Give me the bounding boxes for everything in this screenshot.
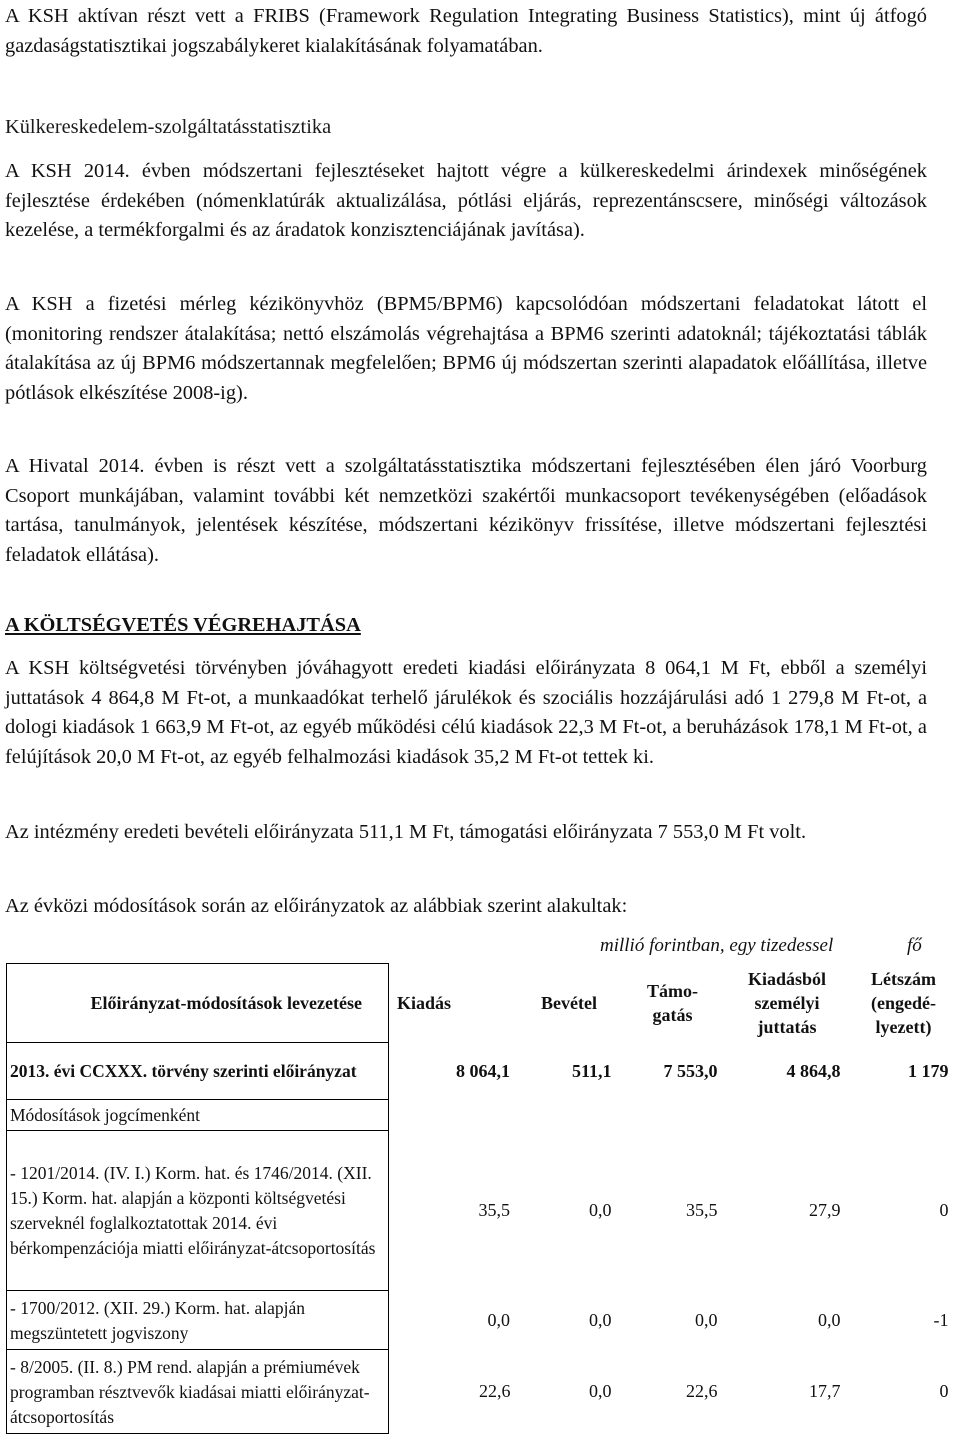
cell-kiadas xyxy=(389,1100,519,1131)
paragraph-expenditure: A KSH költségvetési törvényben jóváhagyott eredeti kiadási előirányzata 8 064,1 M Ft, ebből a személyi juttatások 4 864,8 M Ft-ot, a munkaadókat terhelő járulékok és szociális hozzájárulási adó 1 279,8 M Ft-ot, a dologi kiadások 1 663,9 M Ft-ot, az egyéb működési célú kiadások 22,3 M Ft-ot, a beruházások 178,1 M Ft-ot, a felújítások 20,0 M Ft-ot, az egyéb felhalmozási kiadások 35,2 M Ft-ot tettek ki. xyxy=(5,657,927,768)
cell-letszam: 0 xyxy=(939,1200,949,1220)
cell-kiadas: 8 064,1 xyxy=(456,1060,510,1081)
paragraph-revenue: Az intézmény eredeti bevételi előirányzata 511,1 M Ft, támogatási előirányzata 7 553,0 M Ft volt. xyxy=(5,821,807,843)
table-row xyxy=(7,1131,959,1291)
table-header-row xyxy=(7,964,959,1043)
header-tamogatas: Támo-gatás xyxy=(647,981,698,1025)
cell-szemelyi: 17,7 xyxy=(809,1381,841,1401)
row-label: - 1700/2012. (XII. 29.) Korm. hat. alapján megszüntetett jogviszony xyxy=(7,1291,389,1350)
header-kiadas: Kiadás xyxy=(397,993,452,1013)
table-row xyxy=(7,1291,959,1350)
paragraph-price-index: A KSH 2014. évben módszertani fejlesztéseket hajtott végre a külkereskedelmi árindexek minőségének fejlesztése érdekében (nómenklatúrák aktualizálása, pótlási eljárás, reprezentánscsere, minőségi változások kezelése, a termékforgalmi és az áradatok konzisztenciájának javítása). xyxy=(5,160,927,241)
cell-szemelyi: 27,9 xyxy=(809,1200,841,1220)
cell-tamogatas: 0,0 xyxy=(695,1309,718,1330)
header-letszam: Létszám (engedé-lyezett) xyxy=(871,969,936,1037)
cell-bevetel: 0,0 xyxy=(589,1309,612,1330)
table-row xyxy=(7,1100,959,1131)
paragraph-fribs: A KSH aktívan részt vett a FRIBS (Framework Regulation Integrating Business Statistics), mint új átfogó gazdaságstatisztikai jogszabálykeret kialakításának folyamatában. xyxy=(5,5,927,57)
paragraph-bpm: A KSH a fizetési mérleg kézikönyvhöz (BPM5/BPM6) kapcsolódóan módszertani feladatokat látott el (monitoring rendszer átalakítása; nettó elszámolás végrehajtása a BPM6 szerinti adatoknál; tájékoztatási táblák átalakítása az új BPM6 módszertannak megfelelően; BPM6 új módszertan szerinti alapadatok előállítása, illetve pótlások elkészítése 2008-ig). xyxy=(5,293,927,404)
cell-tamogatas: 35,5 xyxy=(686,1200,718,1220)
unit-note-money: millió forintban, egy tizedessel xyxy=(600,935,834,956)
budget-heading: A KÖLTSÉGVETÉS VÉGREHAJTÁSA xyxy=(5,614,361,636)
table-row xyxy=(7,1043,959,1100)
table-row xyxy=(7,1350,959,1434)
cell-bevetel: 0,0 xyxy=(589,1381,612,1401)
row-label: Módosítások jogcímenként xyxy=(7,1100,389,1131)
cell-letszam: -1 xyxy=(933,1309,949,1330)
header-modifications: Előirányzat-módosítások levezetése xyxy=(7,964,389,1043)
cell-kiadas: 0,0 xyxy=(487,1309,510,1330)
paragraph-table-intro: Az évközi módosítások során az előirányzatok az alábbiak szerint alakultak: xyxy=(5,895,628,917)
cell-kiadas: 35,5 xyxy=(478,1200,510,1220)
unit-note-people: fő xyxy=(907,935,922,956)
cell-tamogatas: 7 553,0 xyxy=(663,1060,718,1081)
cell-kiadas: 22,6 xyxy=(479,1381,511,1401)
header-bevetel: Bevétel xyxy=(541,993,597,1013)
cell-bevetel xyxy=(519,1100,620,1131)
header-szemelyi: Kiadásból személyi juttatás xyxy=(747,969,827,1037)
cell-szemelyi xyxy=(726,1100,849,1131)
cell-szemelyi: 0,0 xyxy=(818,1309,841,1330)
cell-letszam: 1 179 xyxy=(908,1060,949,1081)
cell-letszam: 0 xyxy=(939,1381,949,1401)
section-subheading: Külkereskedelem-szolgáltatásstatisztika xyxy=(5,116,332,138)
row-label: - 8/2005. (II. 8.) PM rend. alapján a prémiumévek programban résztvevők kiadásai miatti előirányzat-átcsoportosítás xyxy=(7,1350,389,1434)
cell-tamogatas xyxy=(620,1100,726,1131)
paragraph-voorburg: A Hivatal 2014. évben is részt vett a szolgáltatásstatisztika módszertani fejlesztésében élen járó Voorburg Csoport munkájában, valamint további két nemzetközi szakértői munkacsoport tevékenységében (előadások tartása, tanulmányok, jelentések készítése, módszertani kézikönyv frissítése, illetve módszertani fejlesztési feladatok ellátása). xyxy=(5,455,927,566)
cell-bevetel: 0,0 xyxy=(589,1200,612,1220)
cell-letszam xyxy=(849,1100,959,1131)
cell-szemelyi: 4 864,8 xyxy=(786,1060,841,1081)
cell-tamogatas: 22,6 xyxy=(686,1381,718,1401)
row-label: 2013. évi CCXXX. törvény szerinti előirányzat xyxy=(7,1043,389,1100)
budget-table xyxy=(6,963,959,1434)
cell-bevetel: 511,1 xyxy=(571,1060,612,1081)
row-label: - 1201/2014. (IV. I.) Korm. hat. és 1746/2014. (XII. 15.) Korm. hat. alapján a központi költségvetési szerveknél foglalkoztatottak 2014. évi bérkompenzációja miatti előirányzat-átcsoportosítás xyxy=(7,1131,389,1291)
